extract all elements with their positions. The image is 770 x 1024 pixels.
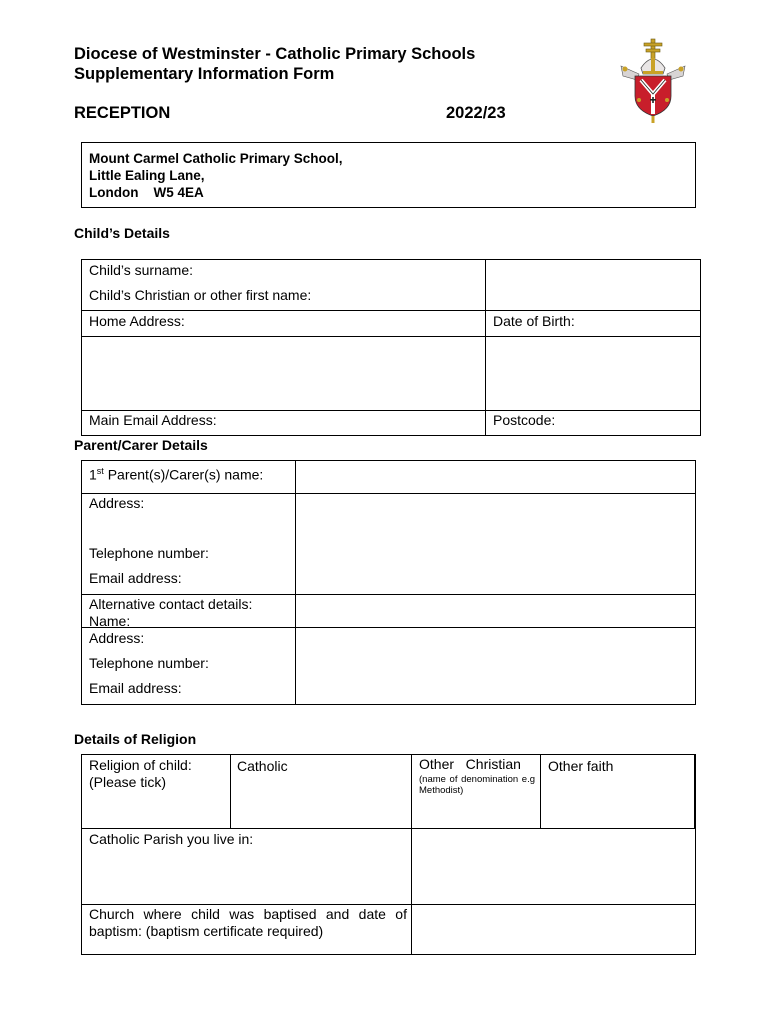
parent-name-number: 1 xyxy=(89,466,97,483)
catholic-parish-field[interactable] xyxy=(412,829,695,904)
parent-telephone-label: Telephone number: xyxy=(89,545,209,561)
child-surname-label: Child’s surname: xyxy=(89,262,194,278)
other-faith-label: Other faith xyxy=(548,758,614,774)
form-title xyxy=(74,44,475,84)
divider xyxy=(694,755,695,828)
parent-name-text: Parent(s)/Carer(s) name: xyxy=(103,466,264,483)
child-first-name-label: Child’s Christian or other first name: xyxy=(89,287,312,303)
religion-of-child-label: Religion of child: xyxy=(89,757,192,773)
form-title-line2: Supplementary Information Form xyxy=(74,65,335,83)
parent-name-ordinal: st xyxy=(96,466,104,476)
main-email-label: Main Email Address: xyxy=(89,412,217,428)
parent-name-label xyxy=(89,463,263,484)
catholic-label: Catholic xyxy=(237,758,288,774)
religion-heading: Details of Religion xyxy=(74,731,197,747)
alt-name-label: Name: xyxy=(89,613,131,629)
diocese-crest-logo xyxy=(617,38,689,124)
religion-table xyxy=(81,754,696,955)
please-tick-label: (Please tick) xyxy=(89,774,167,790)
alt-email-label: Email address: xyxy=(89,680,182,696)
baptism-church-label: Church where child was baptised and date of baptism: (baptism certificate required) xyxy=(89,906,407,939)
parent-email-label: Email address: xyxy=(89,570,182,586)
home-address-label: Home Address: xyxy=(89,313,185,329)
date-of-birth-field[interactable] xyxy=(486,337,700,410)
alt-contact-details-field[interactable] xyxy=(296,628,695,704)
divider xyxy=(82,310,700,311)
school-name: Mount Carmel Catholic Primary School, xyxy=(89,151,343,166)
school-city-postcode: London W5 4EA xyxy=(89,185,204,200)
parent-name-field[interactable] xyxy=(296,461,695,493)
parent-details-table xyxy=(81,460,696,705)
school-street: Little Ealing Lane, xyxy=(89,168,205,183)
childs-details-table xyxy=(81,259,701,436)
other-faith-tick-box[interactable] xyxy=(541,780,693,827)
parent-contact-field[interactable] xyxy=(296,494,695,594)
other-christian-label: Other Christian xyxy=(419,756,521,772)
date-of-birth-label: Date of Birth: xyxy=(493,313,575,329)
catholic-tick-box[interactable] xyxy=(231,780,410,827)
home-address-field[interactable] xyxy=(82,337,485,410)
alt-contact-name-field[interactable] xyxy=(296,595,695,627)
alt-address-label: Address: xyxy=(89,630,145,646)
alt-telephone-label: Telephone number: xyxy=(89,655,209,671)
parent-details-heading: Parent/Carer Details xyxy=(74,437,208,453)
catholic-parish-label: Catholic Parish you live in: xyxy=(89,831,254,847)
other-christian-tick-box[interactable] xyxy=(412,800,539,827)
school-address-box xyxy=(81,142,696,208)
denomination-note: (name of denomination e.g Methodist) xyxy=(419,774,535,796)
baptism-church-field[interactable] xyxy=(412,905,695,955)
divider xyxy=(82,410,700,411)
childs-details-heading: Child’s Details xyxy=(74,225,170,241)
child-name-field[interactable] xyxy=(486,260,700,310)
postcode-label: Postcode: xyxy=(493,412,556,428)
parent-address-label: Address: xyxy=(89,495,145,511)
alt-contact-label: Alternative contact details: xyxy=(89,596,253,612)
school-year: 2022/23 xyxy=(446,104,506,122)
reception-label: RECEPTION xyxy=(74,104,171,122)
form-title-line1: Diocese of Westminster - Catholic Primary Schools xyxy=(74,45,476,63)
